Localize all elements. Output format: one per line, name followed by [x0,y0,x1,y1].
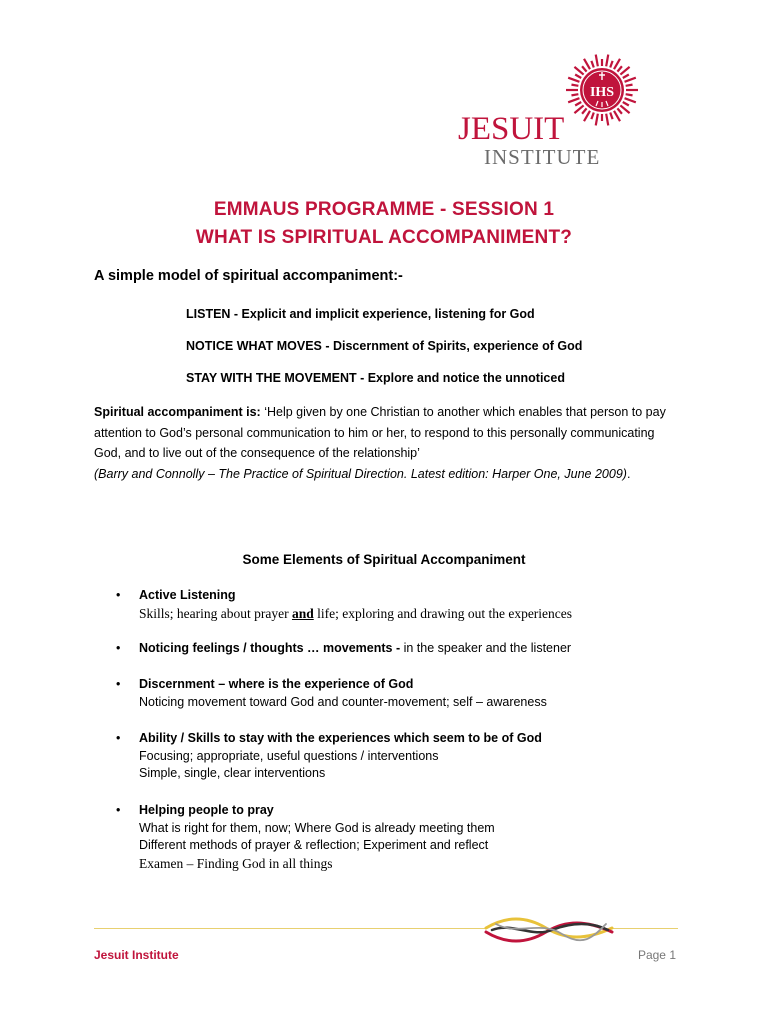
list-item-line: Simple, single, clear interventions [139,766,326,780]
citation-open: (Barry and Connolly – [94,466,219,481]
definition-lead: Spiritual accompaniment is: [94,405,261,419]
sunburst-ray [626,85,633,86]
footer-divider [94,928,486,929]
definition-quote: ‘Help given by one Christian to another which enables that person to pay attention to God’s personal communication to him or her, to respond to this personally communicating God, and to live out of the consequence of the relationship’ [94,405,666,460]
list-item-heading: Ability / Skills to stay with the experiences which seem to be of God [139,731,542,745]
footer-divider [612,928,678,929]
sunburst-ray [591,113,593,120]
logo-jesuit-text: JESUIT [458,111,565,147]
logo-institute-text: INSTITUTE [484,145,601,169]
sunburst-ray [596,55,598,67]
sunburst-ray [575,102,581,106]
sunburst-ray [568,78,579,82]
footer-org-name: Jesuit Institute [94,948,179,962]
sunburst-ray [623,102,629,106]
sunburst-ray [617,108,621,113]
model-step-stay: STAY WITH THE MOVEMENT - Explore and notice the unnoticed [186,371,565,385]
sunburst-ray [606,55,608,67]
model-step-listen: LISTEN - Explicit and implicit experience, listening for God [186,307,535,321]
bullet-icon: • [116,731,121,745]
sunburst-ray [626,94,633,95]
document-title: EMMAUS PROGRAMME - SESSION 1 [213,199,555,220]
list-item-heading: Helping people to pray [139,803,274,817]
sunburst-ray [584,111,590,121]
page-number: Page 1 [637,948,676,962]
elements-heading: Some Elements of Spiritual Accompaniment [242,552,526,567]
citation-title: The Practice of Spiritual Direction [218,466,404,481]
list-item-text: life; exploring and drawing out the experiences [313,605,573,621]
citation-end: . [626,466,631,481]
bullet-icon: • [116,588,121,602]
sunburst-ray [568,98,579,102]
list-item-line: What is right for them, now; Where God is already meeting them [139,820,495,835]
seal-ihs-text: IHS [589,85,615,100]
list-item-line: Noticing movement toward God and counter-movement; self – awareness [139,694,547,709]
sunburst-ray [614,59,620,69]
list-item-line [139,640,679,658]
jesuit-institute-logo [452,36,642,178]
sunburst-ray [606,114,608,126]
sunburst-ray [623,75,629,79]
model-step-notice: NOTICE WHAT MOVES - Discernment of Spirits, experience of God [186,339,583,353]
sunburst-ray [571,85,578,86]
list-item-line [139,605,679,623]
list-item-line: Different methods of prayer & reflection; Experiment and reflect [139,838,489,852]
list-item-heading: Discernment – where is the experience of God [139,677,414,691]
sunburst-ray [610,113,612,120]
citation-rest: . Latest edition: Harper One, June 2009) [403,466,627,481]
sunburst-ray [610,61,612,68]
sunburst-ray [625,98,636,102]
bullet-icon: • [116,803,121,817]
list-item-heading: Noticing feelings / thoughts … movements - [139,641,404,655]
list-item-line: Examen – Finding God in all things [139,855,333,871]
sunburst-ray [625,78,636,82]
definition-paragraph [94,402,684,484]
bullet-icon: • [116,641,121,655]
underlined-and: and [291,605,314,621]
list-item-line: Focusing; appropriate, useful questions / interventions [139,748,439,763]
list-item-text: Skills; hearing about prayer [139,605,292,621]
list-item-heading: Active Listening [139,588,236,602]
sunburst-ray [582,66,586,71]
sunburst-ray [591,61,593,68]
intro-heading: A simple model of spiritual accompaniment:- [94,268,403,284]
sunburst-ray [584,59,590,69]
list-item-text: in the speaker and the listener [403,641,572,655]
document-subtitle: WHAT IS SPIRITUAL ACCOMPANIMENT? [195,227,573,248]
sunburst-ray [575,75,581,79]
sunburst-ray [614,111,620,121]
bullet-icon: • [116,677,121,691]
sunburst-ray [571,94,578,95]
sunburst-ray [596,114,598,126]
sunburst-ray [617,66,621,71]
footer-ribbon-icon [482,910,616,950]
sunburst-ray [582,108,586,113]
